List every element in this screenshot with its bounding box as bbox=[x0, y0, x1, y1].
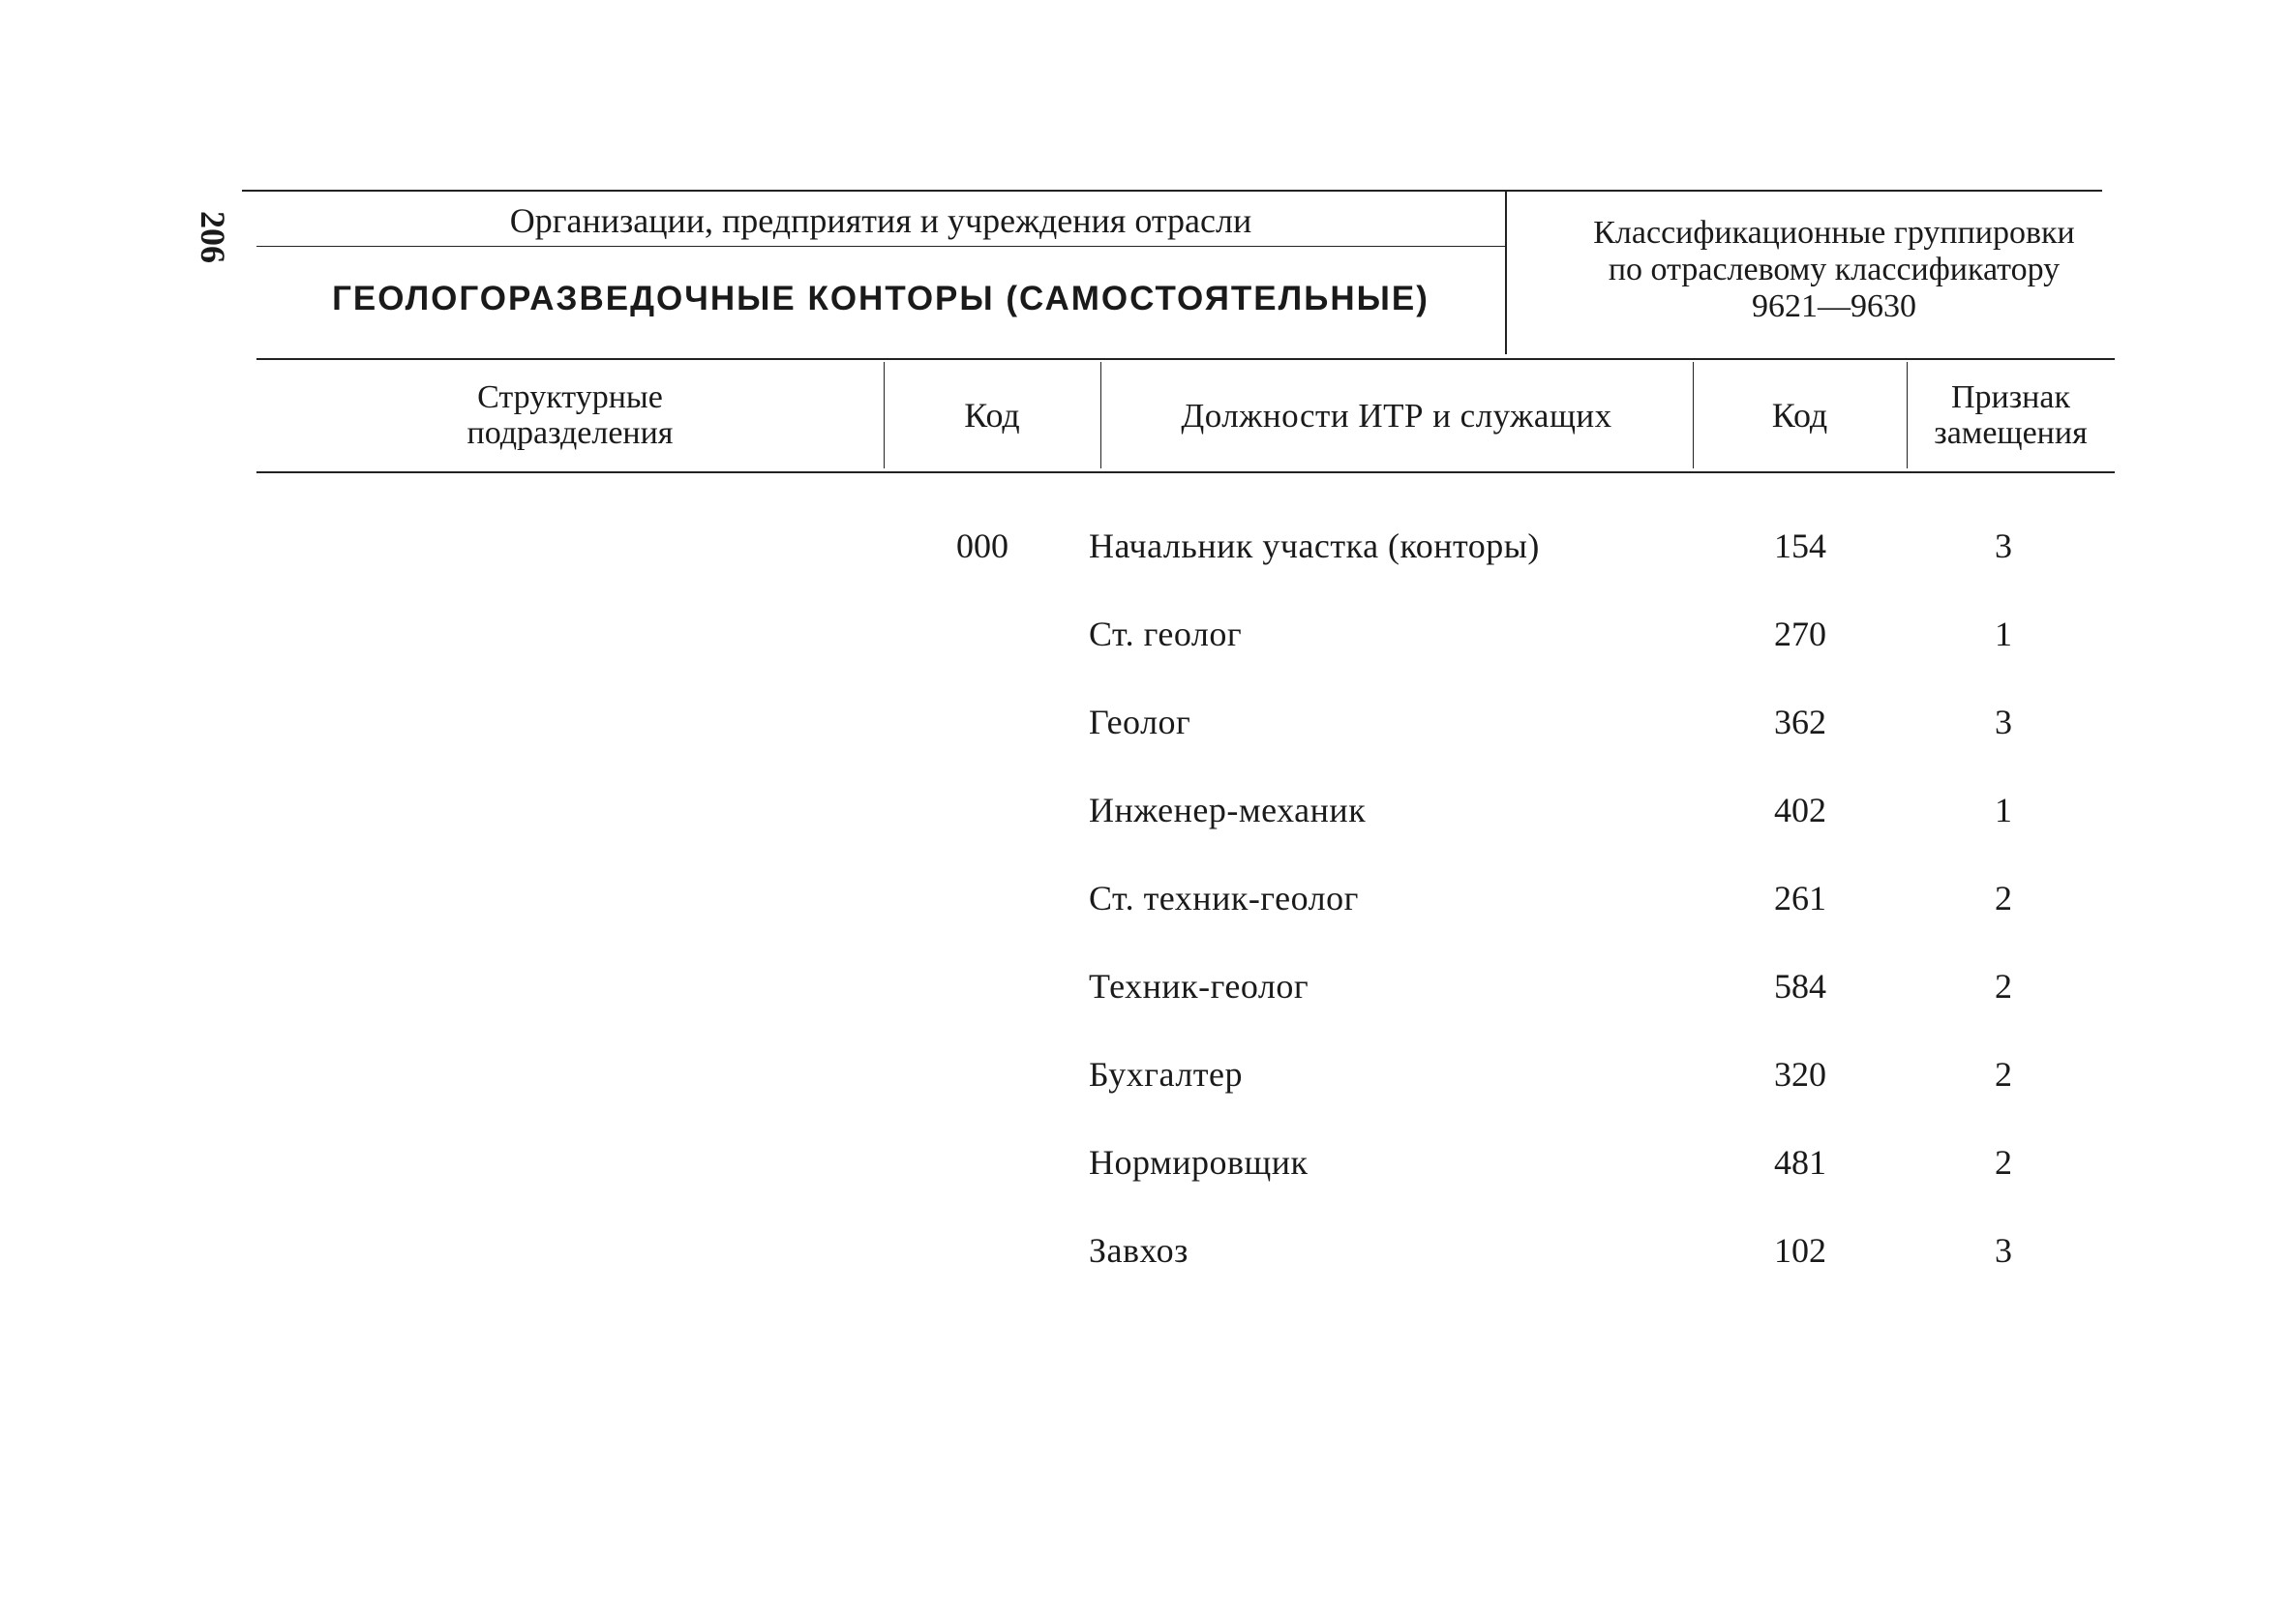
row-replacement-flag: 1 bbox=[1995, 615, 2012, 653]
row-position-code: 481 bbox=[1774, 1143, 1826, 1182]
table-row bbox=[0, 1221, 2287, 1279]
table-row bbox=[0, 957, 2287, 1015]
row-position-code: 270 bbox=[1774, 615, 1826, 653]
row-replacement-flag: 3 bbox=[1995, 1231, 2012, 1270]
row-division-code bbox=[924, 693, 1040, 751]
row-position-code: 320 bbox=[1774, 1055, 1826, 1094]
organization-line: Организации, предприятия и учреждения отрасли bbox=[509, 201, 1252, 240]
header-top-rule bbox=[242, 190, 2102, 192]
row-position-code: 154 bbox=[1774, 526, 1826, 565]
row-position-code: 102 bbox=[1774, 1231, 1826, 1270]
row-position-code: 261 bbox=[1774, 879, 1826, 917]
row-position: Ст. техник-геолог bbox=[1089, 879, 1359, 917]
row-position: Инженер-механик bbox=[1089, 791, 1367, 829]
col-header-position-code: Код bbox=[1771, 396, 1828, 435]
row-division-code: 000 bbox=[956, 526, 1008, 565]
row-replacement-flag: 1 bbox=[1995, 791, 2012, 829]
col-header-flag-line-1: Признак bbox=[1951, 379, 2070, 415]
row-division-code bbox=[924, 781, 1040, 839]
row-replacement-flag: 3 bbox=[1995, 703, 2012, 741]
row-division-code bbox=[924, 1133, 1040, 1191]
row-division-code bbox=[924, 1045, 1040, 1103]
page-title: ГЕОЛОГОРАЗВЕДОЧНЫЕ КОНТОРЫ (САМОСТОЯТЕЛЬНЫЕ) bbox=[332, 280, 1429, 317]
row-position: Начальник участка (конторы) bbox=[1089, 526, 1540, 565]
col-header-division-code: Код bbox=[964, 396, 1020, 435]
col-header-replacement-flag bbox=[1907, 379, 2115, 451]
header-bottom-rule bbox=[256, 358, 2115, 360]
row-position-code: 584 bbox=[1774, 967, 1826, 1006]
row-position: Ст. геолог bbox=[1089, 615, 1243, 653]
page-number: 206 bbox=[194, 211, 232, 263]
org-underline bbox=[256, 246, 1505, 247]
header-divider bbox=[1505, 192, 1507, 354]
row-replacement-flag: 2 bbox=[1995, 879, 2012, 917]
row-position: Геолог bbox=[1089, 703, 1191, 741]
row-position-code: 402 bbox=[1774, 791, 1826, 829]
table-row bbox=[0, 605, 2287, 663]
row-division-code bbox=[924, 605, 1040, 663]
classification-line-2: по отраслевому классификатору bbox=[1608, 252, 2061, 287]
row-position-code: 362 bbox=[1774, 703, 1826, 741]
row-division-code bbox=[924, 957, 1040, 1015]
row-position: Бухгалтер bbox=[1089, 1055, 1244, 1094]
row-division-code bbox=[924, 869, 1040, 927]
classification-block bbox=[1515, 215, 2153, 325]
row-replacement-flag: 2 bbox=[1995, 1055, 2012, 1094]
table-row bbox=[0, 1133, 2287, 1191]
col-header-flag-line-2: замещения bbox=[1934, 415, 2088, 451]
table-row bbox=[0, 693, 2287, 751]
col-header-structural-line-2: подразделения bbox=[466, 415, 674, 451]
col-header-structural-line-1: Структурные bbox=[477, 379, 663, 415]
table-row bbox=[0, 781, 2287, 839]
col-header-positions: Должности ИТР и служащих bbox=[1181, 397, 1612, 435]
row-position: Нормировщик bbox=[1089, 1143, 1309, 1182]
column-header-bottom-rule bbox=[256, 471, 2115, 473]
row-replacement-flag: 2 bbox=[1995, 967, 2012, 1006]
table-row bbox=[0, 517, 2287, 575]
row-position: Техник-геолог bbox=[1089, 967, 1309, 1006]
row-position: Завхоз bbox=[1089, 1231, 1189, 1270]
table-row bbox=[0, 869, 2287, 927]
col-header-structural-divisions bbox=[256, 379, 884, 451]
row-replacement-flag: 2 bbox=[1995, 1143, 2012, 1182]
row-replacement-flag: 3 bbox=[1995, 526, 2012, 565]
classification-line-1: Классификационные группировки bbox=[1593, 215, 2075, 251]
row-division-code bbox=[924, 1221, 1040, 1279]
table-row bbox=[0, 1045, 2287, 1103]
classification-line-3: 9621—9630 bbox=[1752, 288, 1916, 324]
